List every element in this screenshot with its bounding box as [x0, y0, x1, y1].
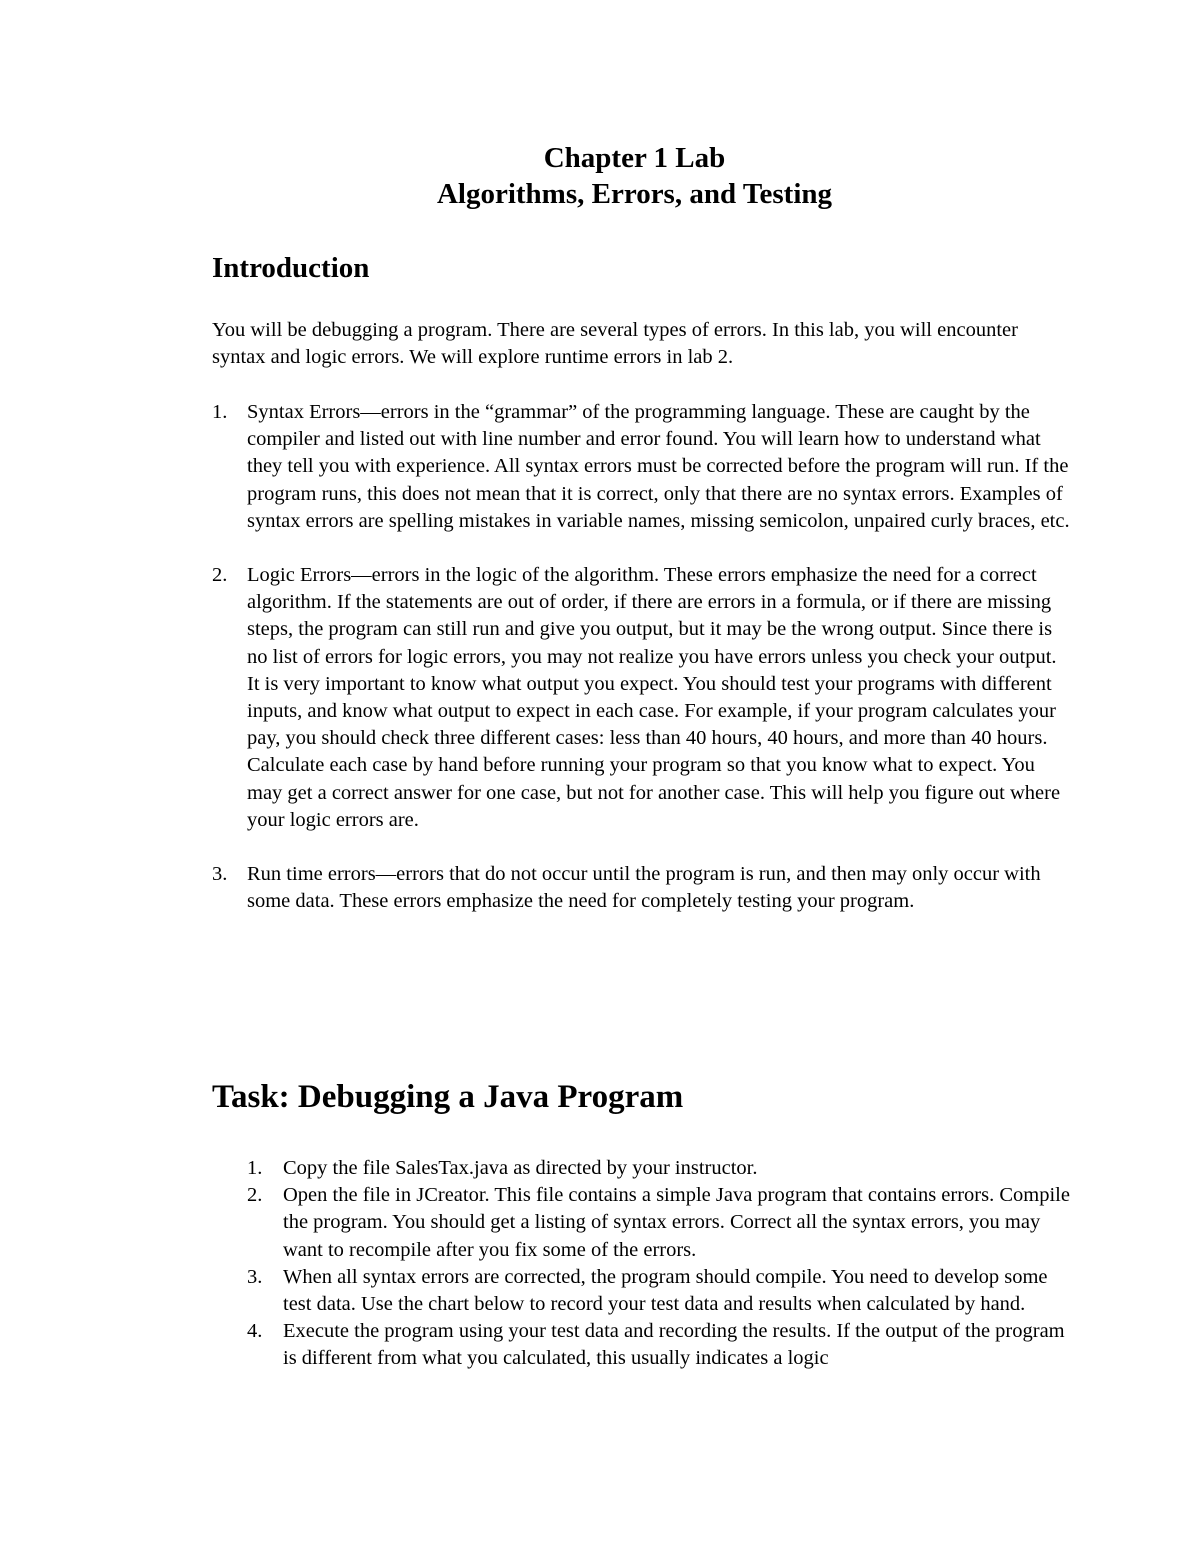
list-item-runtime-errors [212, 861, 1072, 915]
task-step-3 [247, 1264, 1077, 1318]
title-subtitle: Algorithms, Errors, and Testing [436, 178, 833, 210]
error-types-list [212, 399, 1072, 942]
introduction-heading: Introduction [212, 252, 370, 284]
list-item-text: Execute the program using your test data and recording the results. If the output of the program is different from what you calculated, this usually indicates a logic [283, 1320, 1065, 1370]
list-item-number: 4. [247, 1320, 263, 1343]
title-chapter: Chapter 1 Lab [543, 142, 726, 174]
task-step-2 [247, 1182, 1077, 1264]
task-steps-list [247, 1155, 1077, 1373]
list-item-number: 3. [247, 1265, 263, 1288]
task-heading: Task: Debugging a Java Program [212, 1079, 684, 1115]
list-item-number: 1. [247, 1157, 263, 1179]
list-item-text: Logic Errors—errors in the logic of the algorithm. These errors emphasize the need for a correct algorithm. If the statements are out of order, if there are errors in a formula, or if there are missing steps, the program can still run and give you output, but it may be the wrong output. Since there is no list of errors for logic errors, you may not realize you have errors unless you check your output. It is very important to know what output you expect. You should test your programs with different inputs, and know what output to expect in each case. For example, if your program calculates your pay, you should check three different cases: less than 40 hours, 40 hours, and more than 40 hours. Calculate each case by hand before running your program so that you know what to expect. You may get a correct answer for one case, but not for another case. This will help you figure out where your logic errors are. [247, 564, 1061, 831]
list-item-logic-errors [212, 562, 1072, 834]
list-item-text: When all syntax errors are corrected, the program should compile. You need to develop some test data. Use the chart below to record your test data and results when calculated by hand. [283, 1265, 1048, 1316]
task-step-4 [247, 1318, 1077, 1372]
task-step-1 [247, 1155, 1077, 1182]
list-item-text: Syntax Errors—errors in the “grammar” of the programming language. These are caught by the compiler and listed out with line number and error found. You will learn how to understand what they tell you with experience. All syntax errors must be corrected before the program will run. If the program runs, this does not mean that it is correct, only that there are no syntax errors. Examples of syntax errors are spelling mistakes in variable names, missing semicolon, unpaired curly braces, etc. [247, 401, 1070, 532]
introduction-paragraph: You will be debugging a program. There are several types of errors. In this lab, you will encounter syntax and logic errors. We will explore runtime errors in lab 2. [212, 319, 1018, 369]
list-item-syntax-errors [212, 399, 1072, 535]
list-item-text: Open the file in JCreator. This file contains a simple Java program that contains errors. Compile the program. You should get a listing of syntax errors. Correct all the syntax errors, you may want to recompile after you fix some of the errors. [283, 1184, 1070, 1261]
list-item-number: 2. [247, 1184, 263, 1207]
list-item-text: Copy the file SalesTax.java as directed by your instructor. [283, 1157, 758, 1179]
list-item-number: 3. [212, 863, 228, 886]
list-item-number: 1. [212, 401, 228, 423]
list-item-text: Run time errors—errors that do not occur until the program is run, and then may only occur with some data. These errors emphasize the need for completely testing your program. [247, 863, 1041, 913]
list-item-number: 2. [212, 564, 228, 587]
document-title [0, 140, 1200, 212]
